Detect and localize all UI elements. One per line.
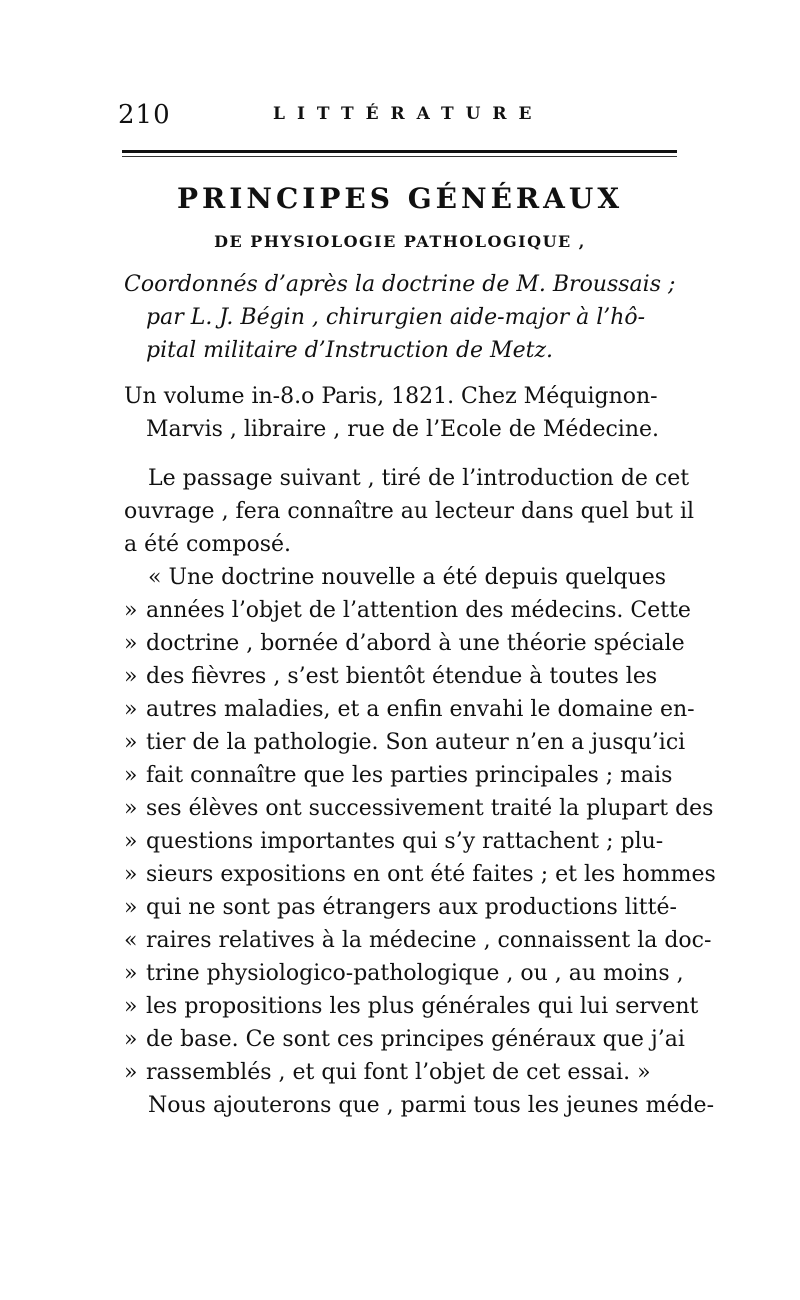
header-rule-thick [122, 150, 677, 153]
quote-marker: » [124, 598, 138, 623]
publication-line: Un volume in-8.o Paris, 1821. Chez Méquignon- [124, 384, 658, 409]
article-subtitle: DE PHYSIOLOGIE PATHOLOGIQUE , [214, 232, 586, 251]
body-line [124, 792, 714, 825]
body-line [124, 825, 684, 858]
body-line [124, 726, 684, 759]
body-line-text: de base. Ce sont ces principes généraux que j’ai [146, 1027, 685, 1052]
body-line [124, 495, 695, 528]
body-line-text: des fièvres , s’est bientôt étendue à toutes les [146, 664, 658, 689]
body-line-text: sieurs expositions en ont été faites ; et les hommes [146, 862, 716, 887]
body-line-text: Le passage suivant , tiré de l’introduction de cet [148, 466, 690, 491]
attribution [124, 268, 684, 367]
quote-marker: » [124, 697, 138, 722]
body-line [124, 1023, 684, 1056]
body-line [124, 693, 695, 726]
body-line-text: qui ne sont pas étrangers aux productions litté- [146, 895, 677, 920]
body-line-text: « Une doctrine nouvelle a été depuis quelques [148, 565, 667, 590]
body-line-text: raires relatives à la médecine , connaissent la doc- [146, 928, 712, 953]
quote-marker: » [124, 862, 138, 887]
attribution-line: Coordonnés d’après la doctrine de M. Broussais ; [124, 272, 676, 297]
quote-marker: » [124, 1060, 138, 1085]
publication-line: Marvis , libraire , rue de l’Ecole de Médecine. [146, 417, 660, 442]
quote-marker: » [124, 1027, 138, 1052]
quote-marker: » [124, 730, 138, 755]
quote-marker: » [124, 829, 138, 854]
quote-marker: » [124, 631, 138, 656]
quote-marker: » [124, 664, 138, 689]
header-rule-thin [122, 156, 677, 157]
body-line [124, 990, 699, 1023]
body-line-text: ouvrage , fera connaître au lecteur dans quel but il [124, 499, 695, 524]
publication-info [124, 380, 684, 446]
body-line [124, 627, 684, 660]
quote-marker: » [124, 763, 138, 788]
body-line-text: trine physiologico-pathologique , ou , au moins , [146, 961, 684, 986]
body-text [124, 462, 716, 1122]
body-line [124, 891, 684, 924]
body-line [124, 858, 716, 891]
running-head [118, 100, 690, 130]
quote-marker: » [124, 895, 138, 920]
quote-marker: » [124, 994, 138, 1019]
body-line-text: a été composé. [124, 532, 292, 557]
body-line-text: questions importantes qui s’y rattachent ; plu- [146, 829, 664, 854]
body-line-text: fait connaître que les parties principales ; mais [146, 763, 673, 788]
body-line-text: autres maladies, et a enfin envahi le domaine en- [146, 697, 695, 722]
body-line [124, 528, 684, 561]
body-line [124, 462, 690, 495]
body-line [124, 957, 684, 990]
page-number: 210 [118, 100, 171, 130]
body-line [124, 1056, 684, 1089]
body-line [124, 561, 684, 594]
quote-marker: » [124, 796, 138, 821]
attribution-line: par L. J. Bégin , chirurgien aide-major à l’hô- [146, 305, 646, 330]
body-line-text: les propositions les plus générales qui lui servent [146, 994, 699, 1019]
body-line-text: tier de la pathologie. Son auteur n’en a jusqu’ici [146, 730, 686, 755]
body-line [124, 759, 684, 792]
attribution-line: pital militaire d’Instruction de Metz. [146, 338, 554, 363]
header-rule [122, 150, 677, 158]
running-title: LITTÉRATURE [273, 104, 544, 124]
article-title: PRINCIPES GÉNÉRAUX [176, 182, 624, 215]
body-line [124, 594, 691, 627]
body-line-text: années l’objet de l’attention des médecins. Cette [146, 598, 691, 623]
quote-marker: » [124, 961, 138, 986]
body-line [124, 660, 684, 693]
body-line [124, 1089, 715, 1122]
body-line-text: ses élèves ont successivement traité la plupart des [146, 796, 714, 821]
body-line-text: Nous ajouterons que , parmi tous les jeunes méde- [148, 1093, 715, 1118]
body-line-text: rassemblés , et qui font l’objet de cet essai. » [146, 1060, 651, 1085]
quote-marker: « [124, 928, 138, 953]
body-line [124, 924, 712, 957]
body-line-text: doctrine , bornée d’abord à une théorie spéciale [146, 631, 685, 656]
